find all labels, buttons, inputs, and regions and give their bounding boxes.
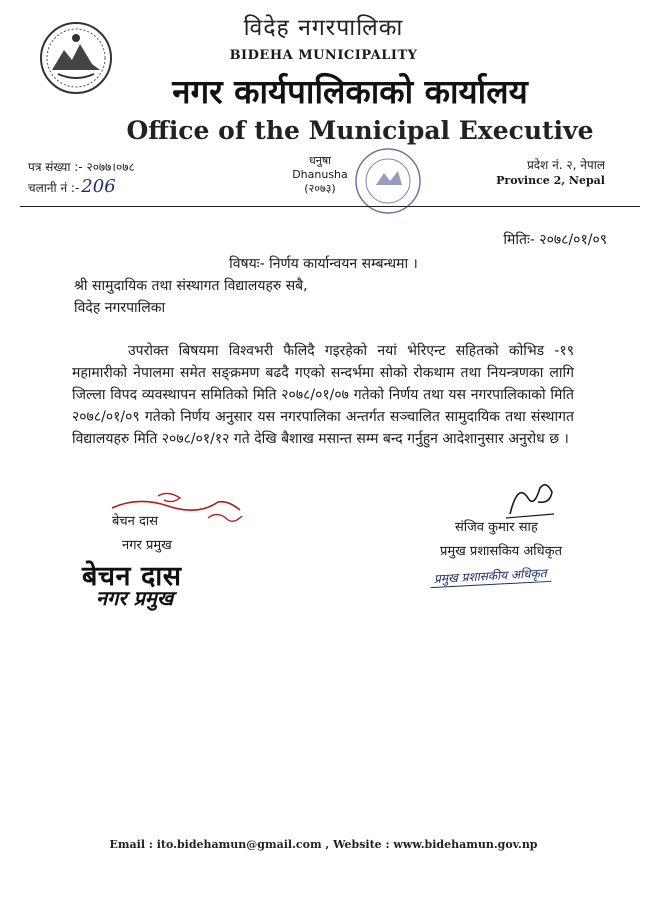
officer-name: संजिव कुमार साह	[455, 520, 538, 535]
letter-subject: विषयः- निर्णय कार्यान्वयन सम्बन्धमा ।	[229, 256, 418, 272]
mayor-title: नगर प्रमुख	[122, 538, 172, 553]
officer-title: प्रमुख प्रशासकिय अधिकृत	[440, 544, 563, 559]
letter-date: मितिः- २०७८/०१/०९	[503, 232, 607, 248]
office-title-english: Office of the Municipal Executive	[126, 116, 594, 145]
municipality-name-nepali: विदेह नगरपालिका	[243, 15, 404, 41]
district-english: Dhanusha	[292, 168, 348, 181]
mayor-name: बेचन दास	[112, 514, 159, 529]
dispatch-value: 206	[81, 176, 116, 197]
municipality-name-english: BIDEHA MUNICIPALITY	[229, 48, 418, 63]
reference-number: पत्र संख्या :- २०७७।०७८	[28, 160, 135, 174]
province-nepali: प्रदेश नं. २, नेपाल	[526, 158, 605, 172]
addressee-line-2: विदेह नगरपालिका	[74, 300, 166, 316]
district-block	[290, 154, 350, 196]
dispatch-number	[28, 176, 116, 197]
province-english: Province 2, Nepal	[496, 174, 605, 187]
addressee-line-1: श्री सामुदायिक तथा संस्थागत विद्यालयहरु सबै,	[74, 278, 308, 294]
mayor-stamp-title: नगर प्रमुख	[96, 586, 174, 610]
header-divider	[20, 206, 640, 207]
district-year: (२०७३)	[304, 182, 336, 195]
mayor-stamp-name: बेचन दास	[82, 561, 182, 592]
office-title-nepali: नगर कार्यपालिकाको कार्यालय	[172, 72, 528, 111]
contact-footer: Email : ito.bidehamun@gmail.com , Website : www.bidehamun.gov.np	[109, 838, 538, 851]
dispatch-label: चलानी नं :-	[28, 181, 80, 195]
officer-stamp: प्रमुख प्रशासकीय अधिकृत	[430, 564, 551, 588]
district-nepali: धनुषा	[308, 154, 332, 167]
officer-signature-icon	[500, 478, 560, 522]
letter-body: उपरोक्त बिषयमा विश्वभरी फैलिदै गइरहेको नयां भेरिएन्ट सहितको कोभिड -१९ महामारीको नेपालमा समेत सङ्क्रमण बढदै गएको सन्दर्भमा सोको रोकथाम तथा नियन्त्रणका लागि जिल्ला विपद व्यवस्थापन समितिको मिति २०७८/०१/०७ गतेको निर्णय तथा यस नगरपालिकाको मिति २०७८/०१/०९ गतेको निर्णय अनुसार यस नगरपालिका अन्तर्गत सञ्चालित सामुदायिक तथा संस्थागत विद्यालयहरु मिति २०७८/०१/१२ गते देखि बैशाख मसान्त सम्म बन्द गर्नुहुन आदेशानुसार अनुरोध छ ।	[72, 343, 574, 447]
